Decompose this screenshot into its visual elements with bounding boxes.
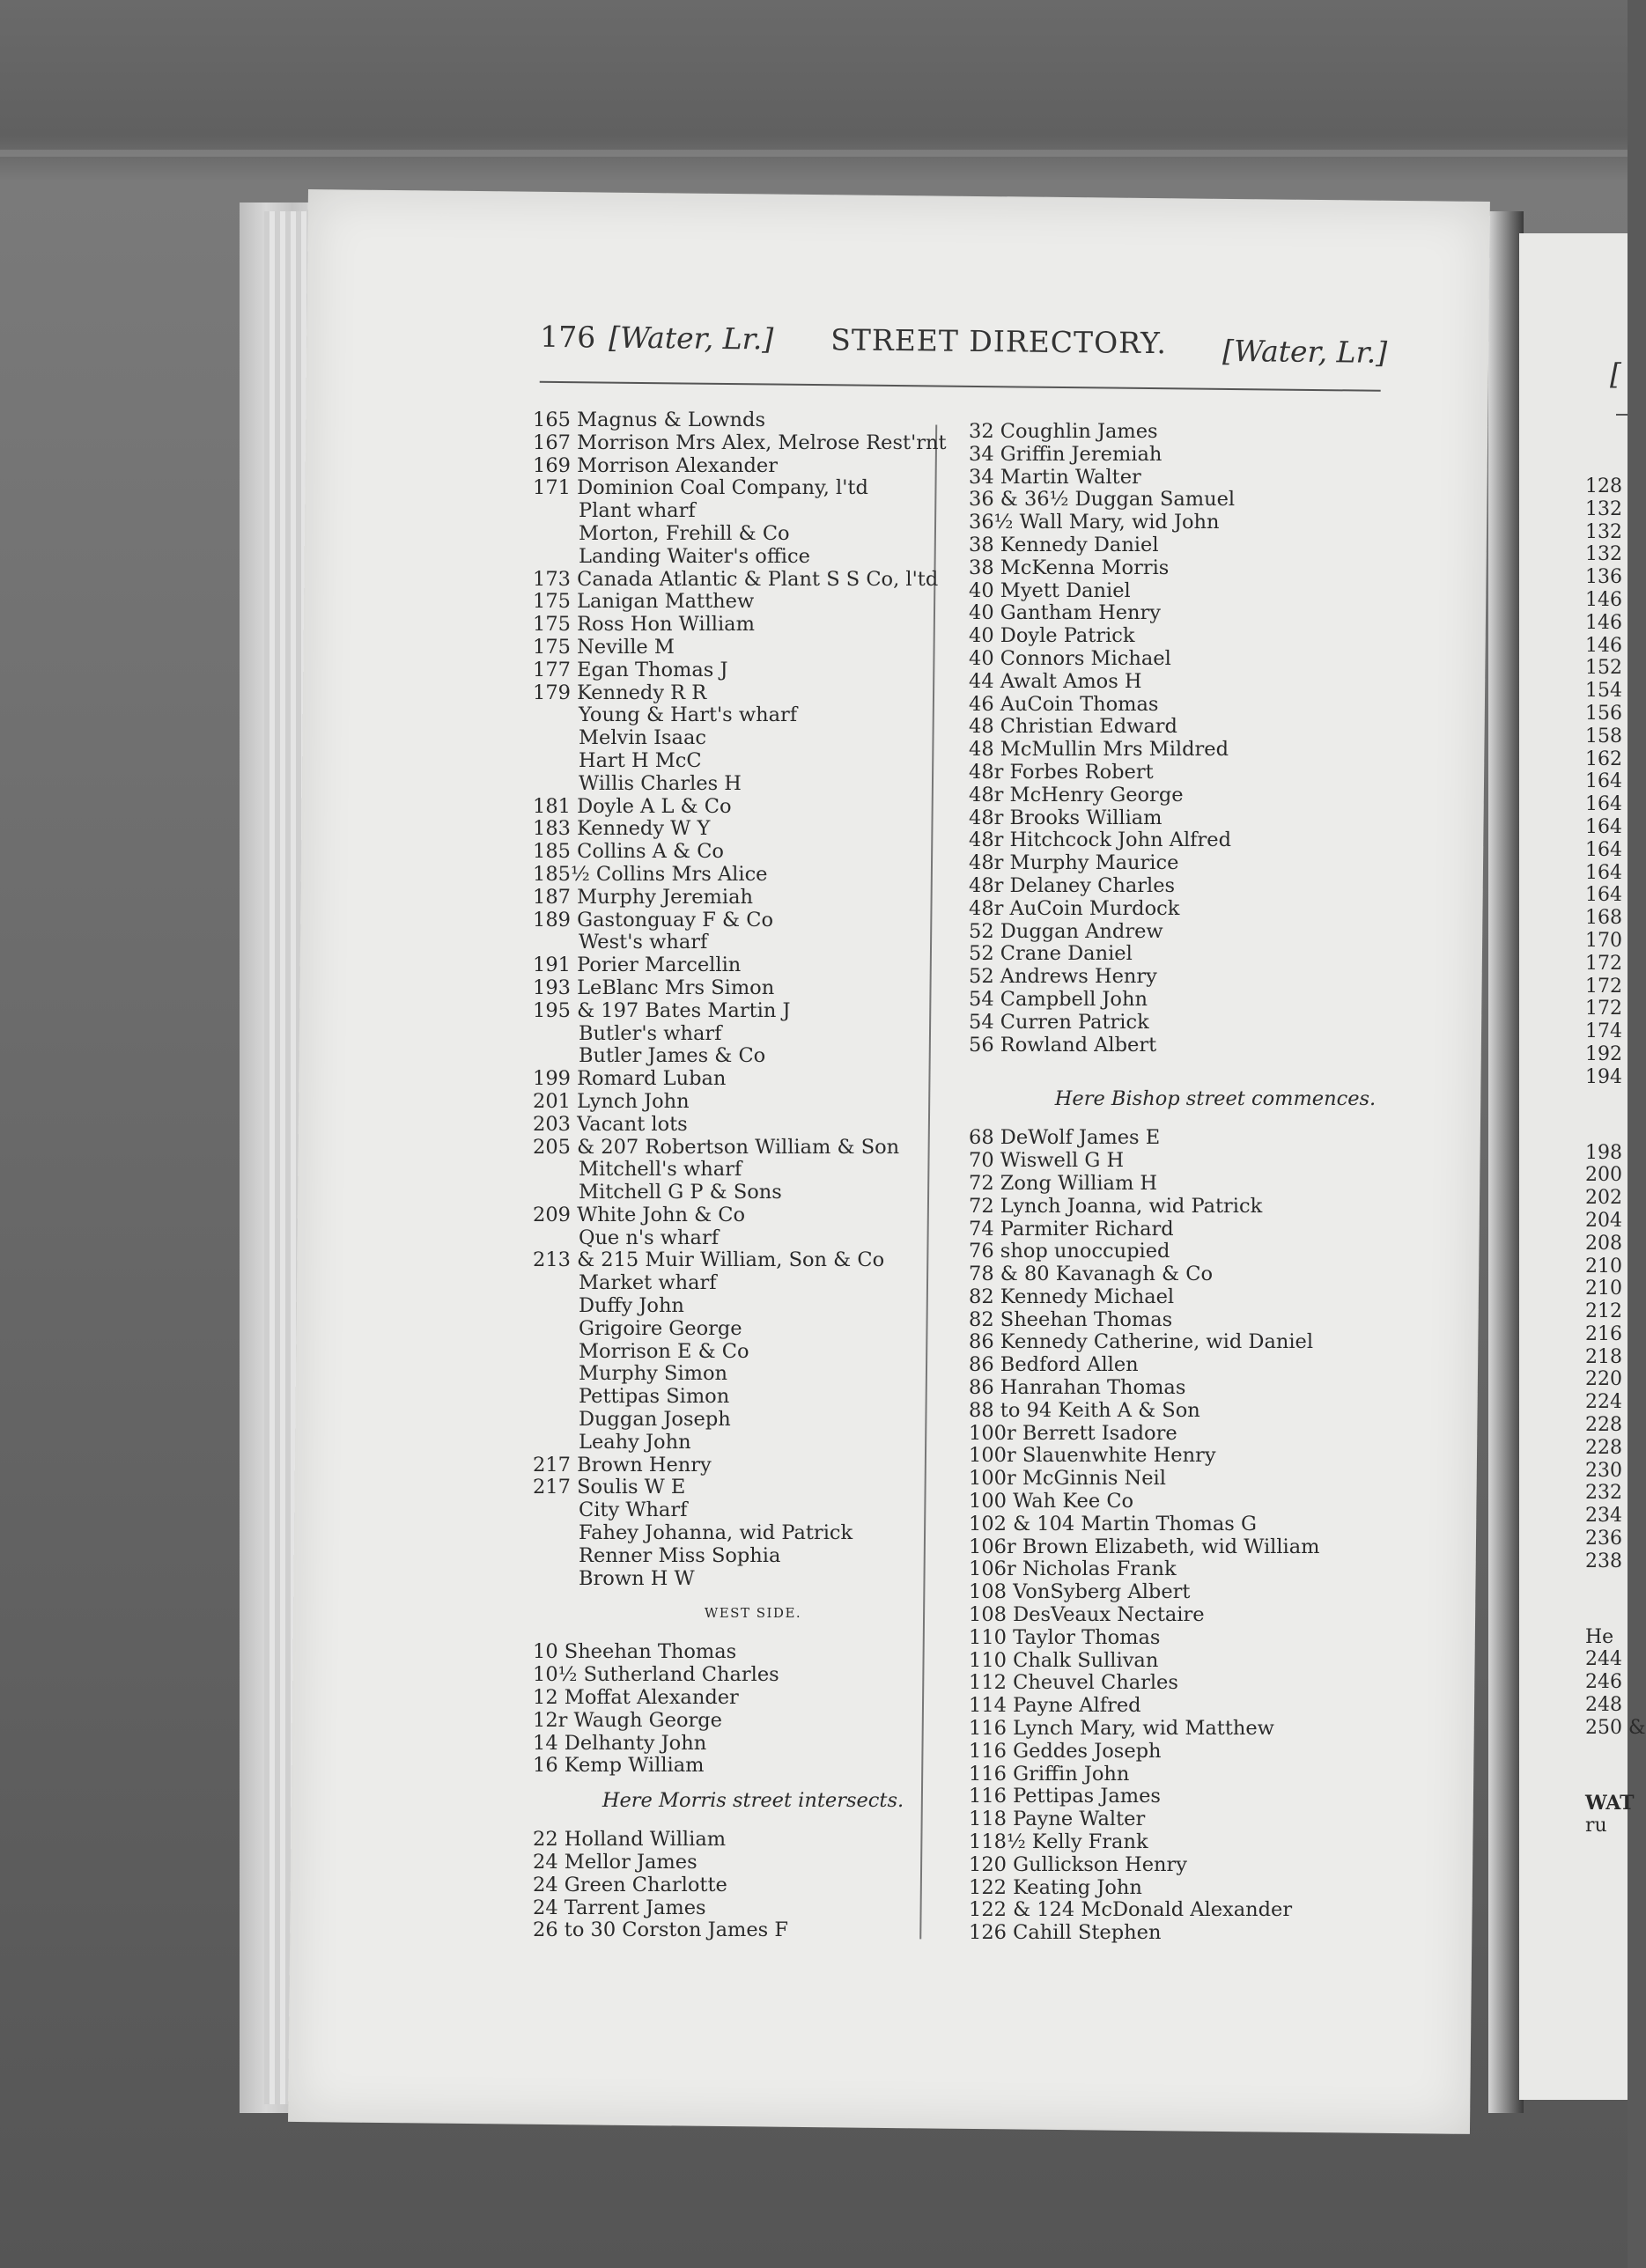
next-page-fragment: 246 [1585, 1671, 1622, 1694]
book-gutter-shadow [1488, 211, 1524, 2113]
directory-entry: 22 Holland William [533, 1828, 727, 1852]
next-page-fragment: 162 [1585, 747, 1622, 770]
next-page-fragment: 234 [1585, 1505, 1622, 1528]
next-page-fragment: 208 [1585, 1232, 1622, 1255]
next-page-fragment: 156 [1585, 702, 1622, 725]
directory-entry: 167 Morrison Mrs Alex, Melrose Rest'rnt [533, 431, 947, 454]
directory-entry: 36½ Wall Mary, wid John [969, 511, 1220, 534]
directory-entry: 40 Connors Michael [969, 646, 1171, 670]
directory-entry: City Wharf [579, 1498, 688, 1522]
directory-entry: Murphy Simon [579, 1362, 728, 1386]
page-number: 176 [540, 319, 596, 355]
next-page-fragment: 220 [1585, 1368, 1622, 1391]
directory-entry: 217 Soulis W E [533, 1476, 686, 1499]
directory-entry: 54 Curren Patrick [969, 1010, 1149, 1034]
directory-entry: 191 Porier Marcellin [533, 954, 742, 977]
directory-entry: 171 Dominion Coal Company, l'td [533, 476, 868, 500]
next-page-column [1585, 475, 1646, 1837]
next-page-fragment: 236 [1585, 1528, 1622, 1550]
directory-entry: 12r Waugh George [533, 1708, 722, 1732]
directory-entry: 217 Brown Henry [533, 1453, 712, 1476]
directory-entry: 118 Payne Walter [969, 1808, 1146, 1831]
next-page-fragment: 192 [1585, 1042, 1622, 1065]
directory-entry: 110 Taylor Thomas [969, 1625, 1161, 1649]
directory-entry: 116 Geddes Joseph [969, 1739, 1162, 1763]
right-column [969, 421, 1462, 1945]
directory-entry: Morrison E & Co [579, 1339, 749, 1363]
page-header [540, 320, 1386, 381]
directory-entry: 100r Slauenwhite Henry [969, 1444, 1216, 1468]
street-note: Here Bishop street commences. [1054, 1087, 1377, 1111]
directory-entry: 48r Murphy Maurice [969, 851, 1179, 875]
directory-entry: 48r Hitchcock John Alfred [969, 828, 1231, 852]
directory-entry: 118½ Kelly Frank [969, 1830, 1148, 1854]
next-page-fragment: 172 [1585, 952, 1622, 975]
directory-entry: Hart H McC [579, 748, 702, 772]
next-page-fragment: 146 [1585, 611, 1622, 634]
directory-entry: 122 & 124 McDonald Alexander [969, 1898, 1293, 1922]
directory-entry: 46 AuCoin Thomas [969, 692, 1159, 716]
next-page-header: [ [1610, 357, 1621, 391]
directory-entry: 108 DesVeaux Nectaire [969, 1603, 1205, 1627]
directory-entry: 48r Forbes Robert [969, 760, 1154, 784]
directory-entry: 56 Rowland Albert [969, 1033, 1157, 1057]
next-page-fragment: 164 [1585, 861, 1622, 884]
next-page-fragment: 212 [1585, 1300, 1622, 1323]
directory-entry: 195 & 197 Bates Martin J [533, 998, 791, 1022]
header-right-tag: [Water, Lr.] [1222, 333, 1388, 370]
next-page-fragment: He [1585, 1625, 1614, 1648]
next-page-fragment: 136 [1585, 566, 1622, 589]
directory-entry: 199 Romard Luban [533, 1067, 727, 1091]
next-page-fragment: 168 [1585, 907, 1622, 930]
next-page-fragment: WAT [1585, 1791, 1635, 1815]
directory-entry: 68 DeWolf James E [969, 1126, 1161, 1150]
next-page-fragment: 154 [1585, 680, 1622, 703]
directory-entry: 106r Nicholas Frank [969, 1557, 1177, 1581]
next-page-fragment: 232 [1585, 1482, 1622, 1505]
next-page-fragment: 132 [1585, 497, 1622, 520]
directory-entry: Market wharf [579, 1271, 717, 1295]
directory-entry: Renner Miss Sophia [579, 1543, 781, 1567]
next-page-fragment: 146 [1585, 588, 1622, 611]
directory-entry: 82 Kennedy Michael [969, 1285, 1175, 1308]
directory-entry: 48r AuCoin Murdock [969, 896, 1180, 920]
directory-entry: Melvin Isaac [579, 726, 706, 750]
directory-entry: 74 Parmiter Richard [969, 1217, 1174, 1241]
directory-entry: 193 LeBlanc Mrs Simon [533, 976, 775, 999]
directory-entry: 40 Myett Daniel [969, 578, 1131, 602]
next-page-fragment: 238 [1585, 1550, 1622, 1572]
next-page-fragment: 172 [1585, 975, 1622, 998]
directory-entry: Duggan Joseph [579, 1408, 731, 1432]
spacer [969, 1057, 1462, 1076]
directory-entry: Mitchell G P & Sons [579, 1181, 782, 1204]
directory-entry: 116 Griffin John [969, 1762, 1130, 1786]
directory-entry: 175 Ross Hon William [533, 613, 755, 637]
directory-entry: Plant wharf [579, 499, 696, 523]
directory-entry: 100r Berrett Isadore [969, 1421, 1177, 1445]
next-page-fragment: 152 [1585, 657, 1622, 680]
directory-entry: 179 Kennedy R R [533, 681, 707, 704]
next-page-fragment: 228 [1585, 1414, 1622, 1437]
next-page-fragment: 250 & [1585, 1716, 1646, 1739]
directory-entry: 10 Sheehan Thomas [533, 1640, 737, 1664]
directory-entry: 38 Kennedy Daniel [969, 533, 1159, 556]
directory-entry: 110 Chalk Sullivan [969, 1648, 1159, 1672]
directory-entry: Grigoire George [579, 1316, 742, 1340]
directory-entry: 88 to 94 Keith A & Son [969, 1398, 1200, 1422]
directory-entry: 44 Awalt Amos H [969, 669, 1142, 693]
next-page-fragment: 132 [1585, 543, 1622, 566]
next-page-fragment: ru [1585, 1815, 1607, 1837]
next-page-fragment: 194 [1585, 1065, 1622, 1088]
directory-entry: 48 McMullin Mrs Mildred [969, 738, 1229, 762]
next-page-fragment: 228 [1585, 1436, 1622, 1459]
page-title: STREET DIRECTORY. [830, 322, 1168, 361]
directory-entry: West's wharf [579, 931, 708, 954]
section-heading: WEST SIDE. [704, 1605, 802, 1622]
next-page-fragment: 204 [1585, 1209, 1622, 1232]
directory-entry: 24 Green Charlotte [533, 1873, 727, 1896]
next-page-fragment: 174 [1585, 1020, 1622, 1043]
directory-entry: Butler's wharf [579, 1021, 722, 1045]
directory-entry: 48r Brooks William [969, 806, 1163, 829]
directory-entry: 16 Kemp William [533, 1754, 705, 1778]
directory-entry: 100r McGinnis Neil [969, 1467, 1166, 1491]
directory-entry: 40 Gantham Henry [969, 601, 1161, 625]
directory-entry: 38 McKenna Morris [969, 556, 1170, 579]
street-note: Here Morris street intersects. [602, 1789, 904, 1813]
directory-entry: 52 Crane Daniel [969, 942, 1133, 966]
directory-entry: Landing Waiter's office [579, 544, 810, 568]
directory-entry: 185½ Collins Mrs Alice [533, 862, 768, 886]
directory-entry: Brown H W [579, 1566, 695, 1590]
directory-entry: Morton, Frehill & Co [579, 521, 790, 545]
directory-entry: 213 & 215 Muir William, Son & Co [533, 1248, 885, 1272]
directory-entry: 34 Griffin Jeremiah [969, 442, 1163, 466]
directory-entry: Willis Charles H [579, 771, 742, 795]
next-page-fragment: 128 [1585, 475, 1622, 497]
directory-entry: Fahey Johanna, wid Patrick [579, 1521, 853, 1545]
directory-entry: 78 & 80 Kavanagh & Co [969, 1263, 1213, 1286]
next-page-fragment: 164 [1585, 815, 1622, 838]
directory-entry: 36 & 36½ Duggan Samuel [969, 488, 1236, 512]
directory-entry: 54 Campbell John [969, 987, 1148, 1011]
directory-entry: 189 Gastonguay F & Co [533, 908, 773, 932]
next-page-fragment: 164 [1585, 884, 1622, 907]
directory-entry: Young & Hart's wharf [579, 703, 798, 727]
next-page-fragment: 224 [1585, 1391, 1622, 1414]
next-page-fragment: 230 [1585, 1459, 1622, 1482]
directory-entry: Butler James & Co [579, 1044, 766, 1068]
directory-entry: 86 Bedford Allen [969, 1353, 1139, 1377]
directory-entry: 181 Doyle A L & Co [533, 794, 732, 818]
directory-entry: 70 Wiswell G H [969, 1149, 1125, 1173]
next-page-fragment: 146 [1585, 634, 1622, 657]
directory-entry: 169 Morrison Alexander [533, 453, 778, 477]
spacer [1585, 1573, 1646, 1626]
header-left-tag: [Water, Lr.] [609, 320, 774, 357]
directory-entry: 72 Lynch Joanna, wid Patrick [969, 1194, 1263, 1218]
directory-entry: 175 Neville M [533, 635, 675, 659]
directory-entry: 82 Sheehan Thomas [969, 1307, 1173, 1331]
directory-entry: 24 Mellor James [533, 1851, 698, 1874]
scanner-band [0, 150, 1628, 157]
next-page-fragment: 244 [1585, 1648, 1622, 1671]
next-page-fragment: 164 [1585, 793, 1622, 816]
directory-entry: 86 Hanrahan Thomas [969, 1376, 1186, 1400]
directory-entry: 185 Collins A & Co [533, 840, 724, 864]
directory-entry: 48 Christian Edward [969, 715, 1177, 739]
next-page-fragment: 164 [1585, 770, 1622, 793]
directory-entry: 52 Duggan Andrew [969, 919, 1163, 943]
directory-entry: 205 & 207 Robertson William & Son [533, 1135, 900, 1159]
directory-entry: 201 Lynch John [533, 1089, 690, 1113]
next-page-fragment: 172 [1585, 998, 1622, 1020]
header-rule [540, 381, 1381, 392]
directory-entry: 187 Murphy Jeremiah [533, 885, 753, 909]
next-page-fragment: 164 [1585, 838, 1622, 861]
directory-entry: 26 to 30 Corston James F [533, 1918, 788, 1942]
directory-entry: 108 VonSyberg Albert [969, 1580, 1191, 1604]
directory-entry: 24 Tarrent James [533, 1896, 706, 1919]
directory-entry: Pettipas Simon [579, 1385, 730, 1409]
directory-entry: 177 Egan Thomas J [533, 658, 728, 681]
next-page-fragment: 216 [1585, 1322, 1622, 1345]
next-page-fragment: 132 [1585, 520, 1622, 543]
directory-entry: 52 Andrews Henry [969, 965, 1157, 989]
directory-entry: Leahy John [579, 1430, 691, 1454]
next-page-fragment: 200 [1585, 1164, 1622, 1187]
directory-entry: 76 shop unoccupied [969, 1240, 1170, 1263]
next-page-fragment: 198 [1585, 1141, 1622, 1164]
directory-entry: 126 Cahill Stephen [969, 1921, 1162, 1945]
directory-entry: 116 Lynch Mary, wid Matthew [969, 1717, 1274, 1741]
next-page-fragment: 218 [1585, 1345, 1622, 1368]
directory-entry: 86 Kennedy Catherine, wid Daniel [969, 1330, 1314, 1354]
directory-entry: 203 Vacant lots [533, 1112, 688, 1136]
directory-entry: 48r Delaney Charles [969, 873, 1176, 897]
next-page-fragment: 248 [1585, 1694, 1622, 1717]
next-page-fragment: 210 [1585, 1278, 1622, 1300]
next-page-fragment: 202 [1585, 1187, 1622, 1210]
directory-entry: 122 Keating John [969, 1875, 1142, 1899]
directory-entry: 48r McHenry George [969, 783, 1184, 806]
directory-entry: 12 Moffat Alexander [533, 1686, 739, 1710]
directory-entry: 32 Coughlin James [969, 420, 1158, 443]
spacer [1585, 1089, 1646, 1142]
directory-entry: 106r Brown Elizabeth, wid William [969, 1535, 1320, 1558]
spacer [1585, 1740, 1646, 1793]
directory-entry: 173 Canada Atlantic & Plant S S Co, l'td [533, 567, 939, 591]
directory-entry: 165 Magnus & Lownds [533, 409, 766, 431]
directory-entry: 209 White John & Co [533, 1203, 746, 1226]
directory-entry: 183 Kennedy W Y [533, 817, 711, 841]
next-page-rule [1616, 414, 1628, 416]
directory-entry: 116 Pettipas James [969, 1785, 1161, 1808]
directory-entry: 10½ Sutherland Charles [533, 1663, 779, 1687]
directory-entry: 34 Martin Walter [969, 465, 1141, 489]
directory-entry: 102 & 104 Martin Thomas G [969, 1512, 1257, 1535]
directory-entry: 120 Gullickson Henry [969, 1852, 1188, 1876]
directory-entry: 40 Doyle Patrick [969, 624, 1135, 648]
directory-entry: Duffy John [579, 1294, 684, 1318]
directory-entry: 100 Wah Kee Co [969, 1490, 1134, 1513]
directory-entry: 72 Zong William H [969, 1171, 1158, 1195]
directory-entry: Mitchell's wharf [579, 1158, 742, 1182]
directory-entry: 114 Payne Alfred [969, 1694, 1141, 1718]
next-page-fragment: 158 [1585, 725, 1622, 747]
next-page-fragment: 170 [1585, 929, 1622, 952]
next-page-fragment: 210 [1585, 1255, 1622, 1278]
directory-entry: Que n's wharf [579, 1226, 720, 1249]
directory-entry: 112 Cheuvel Charles [969, 1671, 1178, 1695]
directory-entry: 14 Delhanty John [533, 1731, 707, 1755]
directory-entry: 175 Lanigan Matthew [533, 590, 755, 614]
left-column [533, 409, 973, 1942]
